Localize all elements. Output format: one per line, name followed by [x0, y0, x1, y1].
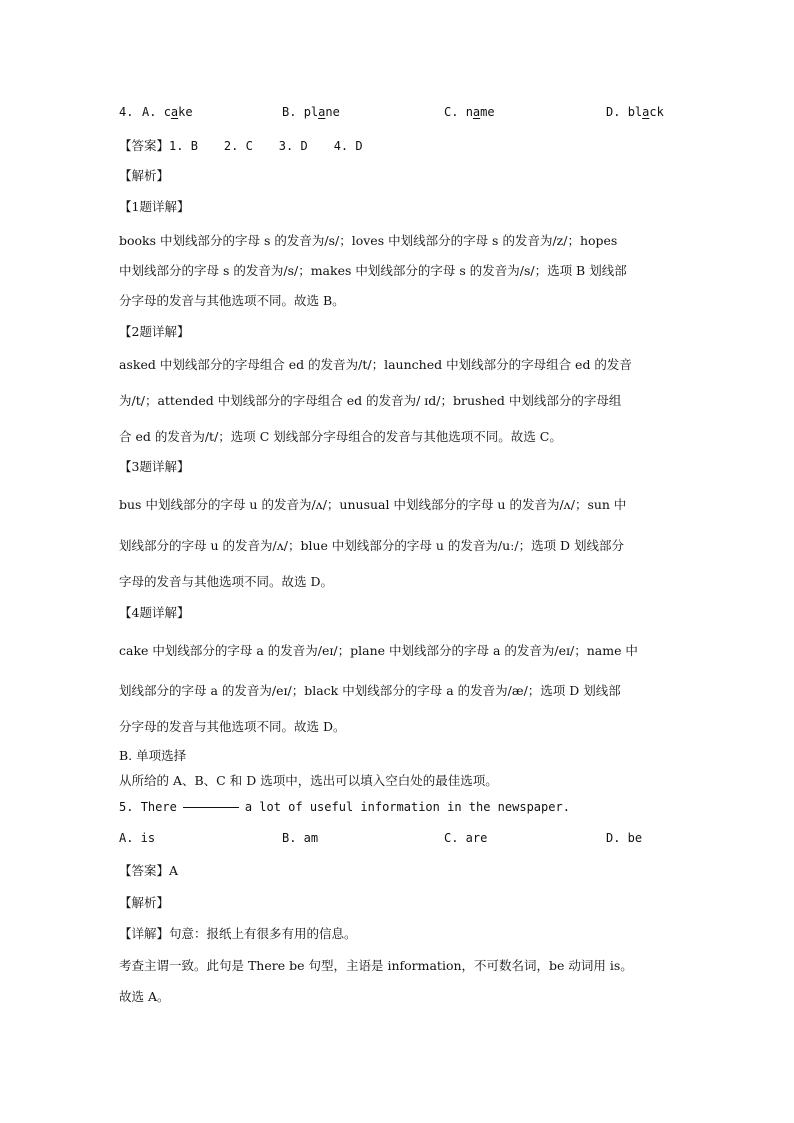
detail-5-line: 考查主谓一致。此句是 There be 句型，主语是 information，不可数名词，be 动词用 is。: [119, 958, 633, 973]
detail-5-title: 【详解】: [119, 926, 170, 941]
q5-option-b: B. am: [282, 831, 319, 845]
detail-3-line: 字母的发音与其他选项不同。故选 D。: [119, 574, 333, 589]
answer-block-1-4: [119, 136, 363, 154]
analysis-5-heading: 【解析】: [119, 895, 170, 910]
section-b-title: B. 单项选择: [119, 748, 187, 763]
answer-item: 4. D: [333, 139, 363, 153]
answer-5: 【答案】A: [119, 863, 179, 878]
detail-4-line: 分字母的发音与其他选项不同。故选 D。: [119, 719, 346, 734]
detail-1-line: books 中划线部分的字母 s 的发音为/s/；loves 中划线部分的字母 s 的发音为/z/；hopes: [119, 233, 618, 248]
detail-3-line: 划线部分的字母 u 的发音为/ʌ/；blue 中划线部分的字母 u 的发音为/uː/；选项 D 划线部分: [119, 538, 625, 553]
question-4-number: 4.: [119, 105, 134, 119]
q5-option-c: C. are: [444, 831, 488, 845]
detail-1-line: 中划线部分的字母 s 的发音为/s/；makes 中划线部分的字母 s 的发音为/s/；选项 B 划线部: [119, 263, 627, 278]
q4-option-b: B. plane: [282, 105, 340, 119]
detail-4-line: cake 中划线部分的字母 a 的发音为/eɪ/；plane 中划线部分的字母 a 的发音为/eɪ/；name 中: [119, 643, 638, 658]
detail-2-line: 合 ed 的发音为/t/；选项 C 划线部分字母组合的发音与其他选项不同。故选 C。: [119, 429, 562, 444]
detail-5-line: 故选 A。: [119, 989, 170, 1004]
q4-option-a: A. cake: [142, 105, 193, 119]
q5-option-a: A. is: [119, 831, 156, 845]
question-5-stem: 5. There a lot of useful information in the newspaper.: [119, 800, 570, 814]
q5-option-d: D. be: [606, 831, 643, 845]
detail-3-line: bus 中划线部分的字母 u 的发音为/ʌ/；unusual 中划线部分的字母 u 的发音为/ʌ/；sun 中: [119, 497, 627, 512]
q4-option-c: C. name: [444, 105, 495, 119]
q4-option-d: D. black: [606, 105, 664, 119]
detail-1-title: 【1题详解】: [119, 199, 190, 214]
analysis-heading: 【解析】: [119, 168, 170, 183]
detail-4-line: 划线部分的字母 a 的发音为/eɪ/；black 中划线部分的字母 a 的发音为/æ/；选项 D 划线部: [119, 683, 621, 698]
answer-tag: 【答案】: [119, 138, 170, 153]
detail-3-title: 【3题详解】: [119, 459, 190, 474]
answer-item: 2. C: [223, 139, 253, 153]
detail-1-line: 分字母的发音与其他选项不同。故选 B。: [119, 293, 345, 308]
answer-blank: [183, 807, 239, 808]
detail-4-title: 【4题详解】: [119, 605, 190, 620]
section-b-instruction: 从所给的 A、B、C 和 D 选项中，选出可以填入空白处的最佳选项。: [119, 773, 498, 788]
answer-item: 1. B: [169, 139, 198, 153]
detail-2-line: asked 中划线部分的字母组合 ed 的发音为/t/；launched 中划线部分的字母组合 ed 的发音: [119, 357, 632, 372]
detail-5-meaning: 【详解】句意：报纸上有很多有用的信息。: [119, 926, 357, 941]
detail-2-line: 为/t/；attended 中划线部分的字母组合 ed 的发音为/ ɪd/；brushed 中划线部分的字母组: [119, 393, 622, 408]
answer-item: 3. D: [278, 139, 308, 153]
detail-2-title: 【2题详解】: [119, 324, 190, 339]
